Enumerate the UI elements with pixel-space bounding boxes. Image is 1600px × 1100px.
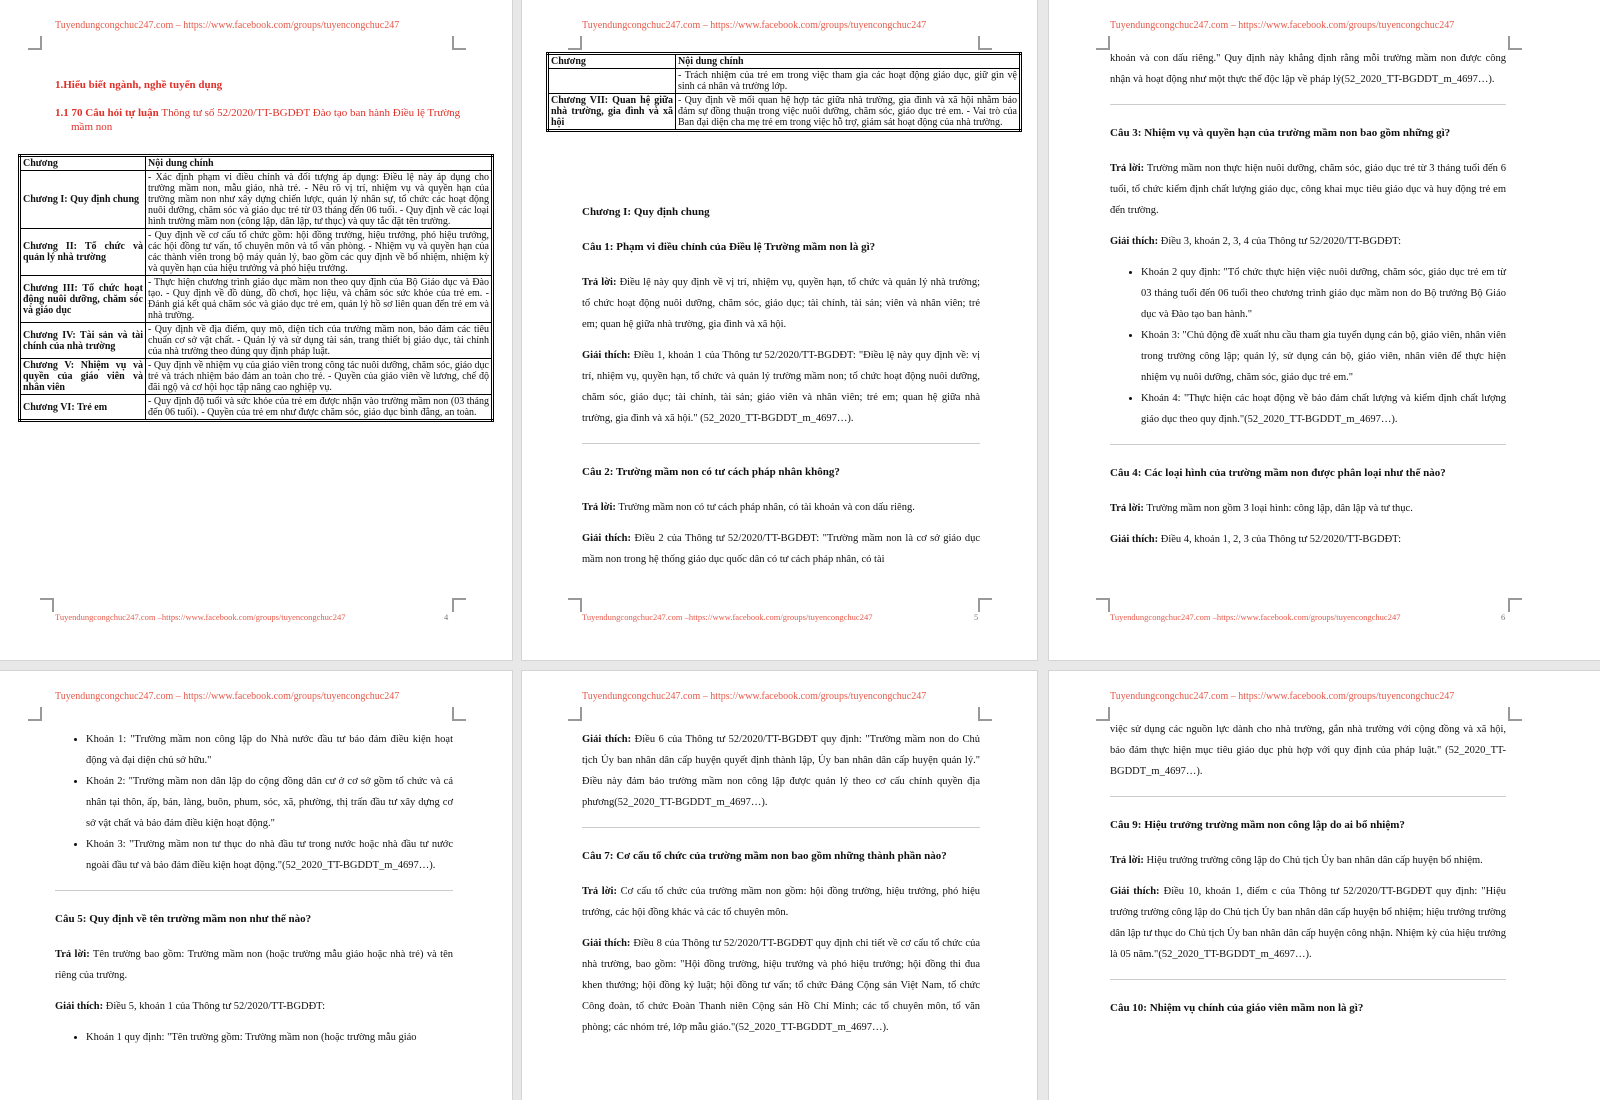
explanation-label: Giải thích: [1110, 886, 1160, 897]
explanation-paragraph [582, 345, 980, 429]
continued-paragraph: khoản và con dấu riêng." Quy định này khẳng định rằng mỗi trường mầm non được công nhận và hoạt động như một thực thể độc lập về pháp lý(52_2020_TT-BGDDT_m_4697…). [1110, 53, 1506, 85]
explanation-text: Điều 6 của Thông tư 52/2020/TT-BGDĐT quy định: "Trường mầm non do Chủ tịch Ủy ban nhân dân cấp huyện quyết định thành lập, Ủy ban nhân dân cấp huyện quản lý." Điều này đảm bảo trường mầm non công lập được quản lý theo cơ cấu chính quyền địa phương(52_2020_TT-BGDDT_m_4697…). [582, 734, 980, 808]
crop-mark [1096, 36, 1110, 50]
explanation-text: Điều 10, khoản 1, điểm c của Thông tư 52/2020/TT-BGDĐT quy định: "Hiệu trưởng trường công lập do Chủ tịch Ủy ban nhân dân cấp huyện bổ nhiệm; hiệu trưởng trường dân lập tư thục do Chủ tịch Ủy ban nhân dân cấp huyện công nhận. Nhiệm kỳ của hiệu trưởng là 05 năm."(52_2020_TT-BGDDT_m_4697…). [1110, 886, 1506, 960]
chapter-cell: Chương II: Tổ chức và quản lý nhà trường [20, 229, 146, 276]
chapter-cell: Chương VII: Quan hệ giữa nhà trường, gia đình và xã hội [548, 94, 676, 131]
explanation-label: Giải thích: [55, 1001, 104, 1012]
explanation-paragraph [582, 933, 980, 1038]
answer-paragraph [1110, 850, 1506, 871]
crop-mark [568, 36, 582, 50]
question-heading: Câu 7: Cơ cấu tổ chức của trường mầm non bao gồm những thành phần nào? [582, 850, 947, 862]
page-header: Tuyendungcongchuc247.com – https://www.facebook.com/groups/tuyencongchuc247 [55, 20, 400, 31]
crop-mark [568, 598, 582, 612]
section-subtitle [55, 106, 471, 134]
page-body [582, 202, 980, 580]
page-body [55, 729, 453, 1056]
subtitle-rest: Thông tư số 52/2020/TT-BGDĐT Đào tạo ban hành Điều lệ Trường mầm non [71, 107, 461, 133]
chapter-cell: Chương I: Quy định chung [20, 171, 146, 229]
answer-text: Trường mầm non gồm 3 loại hình: công lập, dân lập và tư thục. [1143, 503, 1413, 514]
explanation-paragraph [582, 528, 980, 570]
chapter-cell: Chương VI: Trẻ em [20, 395, 146, 421]
explanation-label: Giải thích: [582, 533, 631, 544]
page-footer: Tuyendungcongchuc247.com –https://www.facebook.com/groups/tuyencongchuc247 [1110, 612, 1401, 622]
bullet-list [55, 729, 453, 876]
answer-text: Điều lệ này quy định về vị trí, nhiệm vụ, quyền hạn, tổ chức và quản lý nhà trường; tổ chức hoạt động nuôi dưỡng, chăm sóc, giáo dục; tài chính, tài sản; viên và nhân viên; trẻ em; quan hệ giữa nhà trường, gia đình và xã hội. [582, 277, 980, 330]
bullet-list [55, 1027, 453, 1048]
section-title: 1.Hiểu biết ngành, nghề tuyển dụng [55, 79, 223, 91]
page-header: Tuyendungcongchuc247.com – https://www.facebook.com/groups/tuyencongchuc247 [55, 691, 400, 702]
answer-paragraph [582, 272, 980, 335]
bullet-list [1110, 262, 1506, 430]
explanation-label: Giải thích: [582, 938, 631, 949]
page-body [582, 729, 980, 1048]
table-row [20, 229, 493, 276]
page-number: 4 [444, 612, 449, 622]
answer-paragraph [582, 881, 980, 923]
chapter-cell: Chương IV: Tài sản và tài chính của nhà trường [20, 323, 146, 359]
explanation-paragraph [1110, 529, 1506, 550]
chapter-cell: Chương V: Nhiệm vụ và quyền của giáo viên và nhân viên [20, 359, 146, 395]
content-cell: - Quy định về địa điểm, quy mô, diện tích của trường mầm non, bảo đảm các tiêu chuẩn cơ sở vật chất. - Quản lý và sử dụng tài sản, trang thiết bị giáo dục, tài chính của nhà trường theo đúng quy định pháp luật. [146, 323, 493, 359]
crop-mark [1508, 598, 1522, 612]
content-cell: - Quy định về cơ cấu tổ chức gồm: hội đồng trường, hiệu trưởng, phó hiệu trưởng, các hội đồng tư vấn, tổ chuyên môn và tổ văn phòng. - Nhiệm vụ và quyền hạn của các thành viên trong bộ máy quản lý, bao gồm các quy định về bổ nhiệm, nhiệm kỳ và quyền hạn của hiệu trưởng và phó hiệu trưởng. [146, 229, 493, 276]
explanation-label: Giải thích: [1110, 236, 1159, 247]
question-heading: Câu 9: Hiệu trưởng trường mầm non công lập do ai bổ nhiệm? [1110, 819, 1405, 831]
answer-label: Trả lời: [582, 886, 617, 897]
crop-mark [40, 598, 54, 612]
crop-mark [978, 707, 992, 721]
separator [1110, 979, 1506, 980]
question-heading: Câu 4: Các loại hình của trường mầm non được phân loại như thế nào? [1110, 467, 1446, 479]
crop-mark [452, 707, 466, 721]
answer-paragraph [1110, 498, 1506, 519]
crop-mark [452, 36, 466, 50]
crop-mark [28, 36, 42, 50]
answer-label: Trả lời: [55, 949, 90, 960]
table-header-row [20, 156, 493, 171]
page-number: 6 [1501, 612, 1506, 622]
explanation-text: Điều 3, khoản 2, 3, 4 của Thông tư 52/2020/TT-BGDĐT: [1158, 236, 1401, 247]
explanation-text: Điều 1, khoản 1 của Thông tư 52/2020/TT-BGDĐT: "Điều lệ này quy định về: vị trí, nhiệm vụ, quyền hạn, tổ chức và quản lý trường mầm non; tổ chức hoạt động nuôi dưỡng, chăm sóc, giáo dục; tài chính, tài sản; giáo viên và nhân viên; trẻ em; quan hệ giữa nhà trường, gia đình và xã hội." (52_2020_TT-BGDDT_m_4697…). [582, 350, 980, 424]
question-heading: Câu 1: Phạm vi điều chỉnh của Điều lệ Trường mầm non là gì? [582, 241, 876, 253]
explanation-paragraph [1110, 231, 1506, 252]
separator [1110, 796, 1506, 797]
answer-text: Trường mầm non có tư cách pháp nhân, có tài khoản và con dấu riêng. [615, 502, 915, 513]
table-row [20, 276, 493, 323]
content-cell: - Xác định phạm vi điều chỉnh và đối tượng áp dụng: Điều lệ này áp dụng cho trường mầm non, mẫu giáo, nhà trẻ. - Nêu rõ vị trí, nhiệm vụ và quyền hạn của trường mầm non như xây dựng chiến lược, quản lý nhân sự, tổ chức các hoạt động nuôi dưỡng, chăm sóc và giáo dục trẻ từ 03 tháng đến 06 tuổi. - Quy định về các loại hình trường mầm non (công lập, dân lập, tư thục) và quy tắc đặt tên trường. [146, 171, 493, 229]
crop-mark [568, 707, 582, 721]
separator [1110, 104, 1506, 105]
list-item: • Khoản 2 quy định: "Tổ chức thực hiện việc nuôi dưỡng, chăm sóc, giáo dục trẻ em từ 03 tháng tuổi đến 06 tuổi theo chương trình giáo dục mầm non do Bộ trưởng Bộ Giáo dục và Đào tạo ban hành." [1141, 262, 1506, 325]
page-body [1110, 48, 1506, 560]
explanation-paragraph [55, 996, 453, 1017]
table-row [20, 359, 493, 395]
answer-label: Trả lời: [582, 502, 616, 513]
answer-label: Trả lời: [1110, 163, 1145, 174]
explanation-text: Điều 8 của Thông tư 52/2020/TT-BGDĐT quy định chi tiết về cơ cấu tổ chức của nhà trường, bao gồm: "Hội đồng trường, hiệu trưởng và phó hiệu trưởng; hội đồng thi đua khen thưởng; hội đồng kỷ luật; hội đồng tư vấn; tổ chức Đảng Cộng sản Việt Nam, tổ chức Công đoàn, tổ chức Đoàn Thanh niên Cộng sản Hồ Chí Minh; các tổ chuyên môn, tổ văn phòng; các nhóm trẻ, lớp mẫu giáo."(52_2020_TT-BGDDT_m_4697…). [582, 938, 980, 1033]
list-item: • Khoản 1: "Trường mầm non công lập do Nhà nước đầu tư bảo đảm điều kiện hoạt động và đại diện chủ sở hữu." [86, 729, 453, 771]
crop-mark [1508, 707, 1522, 721]
answer-paragraph [582, 497, 980, 518]
question-heading: Câu 3: Nhiệm vụ và quyền hạn của trường mầm non bao gồm những gì? [1110, 127, 1451, 139]
crop-mark [452, 598, 466, 612]
separator [55, 890, 453, 891]
list-item: • Khoản 2: "Trường mầm non dân lập do cộng đồng dân cư ở cơ sở gồm tổ chức và cá nhân tại thôn, ấp, bản, làng, buôn, phum, sóc, xã, phường, thị trấn đầu tư xây dựng cơ sở vật chất và bảo đảm điều kiện hoạt động." [86, 771, 453, 834]
page-header: Tuyendungcongchuc247.com – https://www.facebook.com/groups/tuyencongchuc247 [1110, 20, 1455, 31]
table-row [20, 323, 493, 359]
document-page-7 [0, 671, 512, 1100]
table-row [20, 171, 493, 229]
content-cell: - Trách nhiệm của trẻ em trong việc tham gia các hoạt động giáo dục, giữ gìn vệ sinh cá nhân và trường lớp. [676, 69, 1021, 94]
column-header: Chương [20, 156, 146, 171]
explanation-label: Giải thích: [582, 350, 631, 361]
crop-mark [28, 707, 42, 721]
explanation-label: Giải thích: [582, 734, 632, 745]
column-header: Nội dung chính [146, 156, 493, 171]
crop-mark [1096, 707, 1110, 721]
answer-paragraph [1110, 158, 1506, 221]
separator [1110, 444, 1506, 445]
content-cell: - Quy định về mối quan hệ hợp tác giữa nhà trường, gia đình và xã hội nhằm bảo đảm sự đồng thuận trong việc nuôi dưỡng, chăm sóc, giáo dục trẻ em. - Vai trò của Ban đại diện cha mẹ trẻ em trong việc hỗ trợ, giám sát hoạt động của nhà trường. [676, 94, 1021, 131]
table-row [20, 395, 493, 421]
answer-label: Trả lời: [1110, 855, 1144, 866]
crop-mark [1096, 598, 1110, 612]
document-page-4 [0, 0, 512, 660]
document-page-5 [522, 0, 1037, 660]
chapter-cell [548, 69, 676, 94]
crop-mark [978, 36, 992, 50]
explanation-paragraph [1110, 881, 1506, 965]
explanation-paragraph [582, 729, 980, 813]
page-footer: Tuyendungcongchuc247.com –https://www.facebook.com/groups/tuyencongchuc247 [582, 612, 873, 622]
subtitle-prefix: 1.1 70 Câu hỏi tự luận [55, 107, 159, 119]
chapter-table-continued [546, 52, 1022, 132]
content-cell: - Quy định độ tuổi và sức khỏe của trẻ em được nhận vào trường mầm non (03 tháng đến 06 tuổi). - Quyền của trẻ em như được chăm sóc, giáo dục bình đẳng, an toàn. [146, 395, 493, 421]
table-header-row [548, 54, 1021, 69]
question-heading: Câu 5: Quy định về tên trường mầm non như thế nào? [55, 913, 312, 925]
chapter-cell: Chương III: Tổ chức hoạt động nuôi dưỡng, chăm sóc và giáo dục [20, 276, 146, 323]
crop-mark [978, 598, 992, 612]
question-heading: Câu 10: Nhiệm vụ chính của giáo viên mầm non là gì? [1110, 1002, 1364, 1014]
crop-mark [1508, 36, 1522, 50]
answer-paragraph [55, 944, 453, 986]
answer-text: Cơ cấu tổ chức của trường mầm non gồm: hội đồng trường, hiệu trưởng, phó hiệu trưởng, các hội đồng khác và các tổ chuyên môn. [582, 886, 981, 918]
list-item: • Khoản 3: "Chủ động đề xuất nhu cầu tham gia tuyển dụng cán bộ, giáo viên, nhân viên trong trường công lập; quản lý, sử dụng cán bộ, giáo viên, nhân viên để thực hiện nhiệm vụ nuôi dưỡng, chăm sóc, giáo dục trẻ em." [1141, 325, 1506, 388]
content-cell: - Thực hiện chương trình giáo dục mầm non theo quy định của Bộ Giáo dục và Đào tạo. - Quy định về đồ dùng, đồ chơi, học liệu, và chăm sóc sức khỏe của trẻ em. - Đánh giá kết quả chăm sóc và giáo dục trẻ em, quản lý hồ sơ liên quan đến trẻ em và nhà trường. [146, 276, 493, 323]
answer-text: Tên trường bao gồm: Trường mầm non (hoặc trường mẫu giáo hoặc nhà trẻ) và tên riêng của trường. [55, 949, 453, 981]
explanation-text: Điều 2 của Thông tư 52/2020/TT-BGDĐT: "Trường mầm non là cơ sở giáo dục mầm non trong hệ thống giáo dục quốc dân có tư cách pháp nhân, có tài [582, 533, 980, 565]
page-header: Tuyendungcongchuc247.com – https://www.facebook.com/groups/tuyencongchuc247 [1110, 691, 1455, 702]
answer-text: Hiệu trưởng trường công lập do Chủ tịch Ủy ban nhân dân cấp huyện bổ nhiệm. [1143, 855, 1483, 866]
page-footer: Tuyendungcongchuc247.com –https://www.facebook.com/groups/tuyencongchuc247 [55, 612, 346, 622]
explanation-label: Giải thích: [1110, 534, 1159, 545]
document-page-8 [522, 671, 1037, 1100]
answer-text: Trường mầm non thực hiện nuôi dưỡng, chăm sóc, giáo dục trẻ từ 3 tháng tuổi đến 6 tuổi, tổ chức kiểm định chất lượng giáo dục, công khai mục tiêu giáo dục và huy động trẻ em đến trường. [1110, 163, 1507, 216]
question-heading: Câu 2: Trường mầm non có tư cách pháp nhân không? [582, 466, 840, 478]
answer-label: Trả lời: [1110, 503, 1144, 514]
page-header: Tuyendungcongchuc247.com – https://www.facebook.com/groups/tuyencongchuc247 [582, 20, 927, 31]
list-item: • Khoản 1 quy định: "Tên trường gồm: Trường mầm non (hoặc trường mẫu giáo [86, 1027, 453, 1048]
list-item: • Khoản 3: "Trường mầm non tư thục do nhà đầu tư trong nước hoặc nhà đầu tư nước ngoài đầu tư và bảo đảm điều kiện hoạt động."(52_2020_TT-BGDDT_m_4697…). [86, 834, 453, 876]
table-row [548, 69, 1021, 94]
page-number: 5 [974, 612, 979, 622]
explanation-text: Điều 5, khoản 1 của Thông tư 52/2020/TT-BGDĐT: [103, 1001, 325, 1012]
separator [582, 827, 980, 828]
chapter-heading: Chương I: Quy định chung [582, 206, 710, 218]
list-item: • Khoản 4: "Thực hiện các hoạt động về bảo đảm chất lượng và kiểm định chất lượng giáo dục theo quy định."(52_2020_TT-BGDDT_m_4697…). [1141, 388, 1506, 430]
chapter-table [18, 154, 494, 422]
page-body [1110, 719, 1506, 1033]
document-page-9 [1049, 671, 1600, 1100]
column-header: Chương [548, 54, 676, 69]
explanation-text: Điều 4, khoản 1, 2, 3 của Thông tư 52/2020/TT-BGDĐT: [1158, 534, 1401, 545]
column-header: Nội dung chính [676, 54, 1021, 69]
continued-paragraph: việc sử dụng các nguồn lực dành cho nhà trường, gắn nhà trường với cộng đồng và xã hội, bảo đảm thực hiện mục tiêu giáo dục phù hợp với quy định của pháp luật." (52_2020_TT-BGDDT_m_4697…). [1110, 724, 1506, 777]
answer-label: Trả lời: [582, 277, 617, 288]
table-row [548, 94, 1021, 131]
separator [582, 443, 980, 444]
content-cell: - Quy định về nhiệm vụ của giáo viên trong công tác nuôi dưỡng, chăm sóc, giáo dục trẻ và trách nhiệm bảo đảm an toàn cho trẻ. - Quyền của giáo viên về lương, chế độ đãi ngộ và cơ hội học tập nâng cao nghiệp vụ. [146, 359, 493, 395]
page-header: Tuyendungcongchuc247.com – https://www.facebook.com/groups/tuyencongchuc247 [582, 691, 927, 702]
document-page-6 [1049, 0, 1600, 660]
